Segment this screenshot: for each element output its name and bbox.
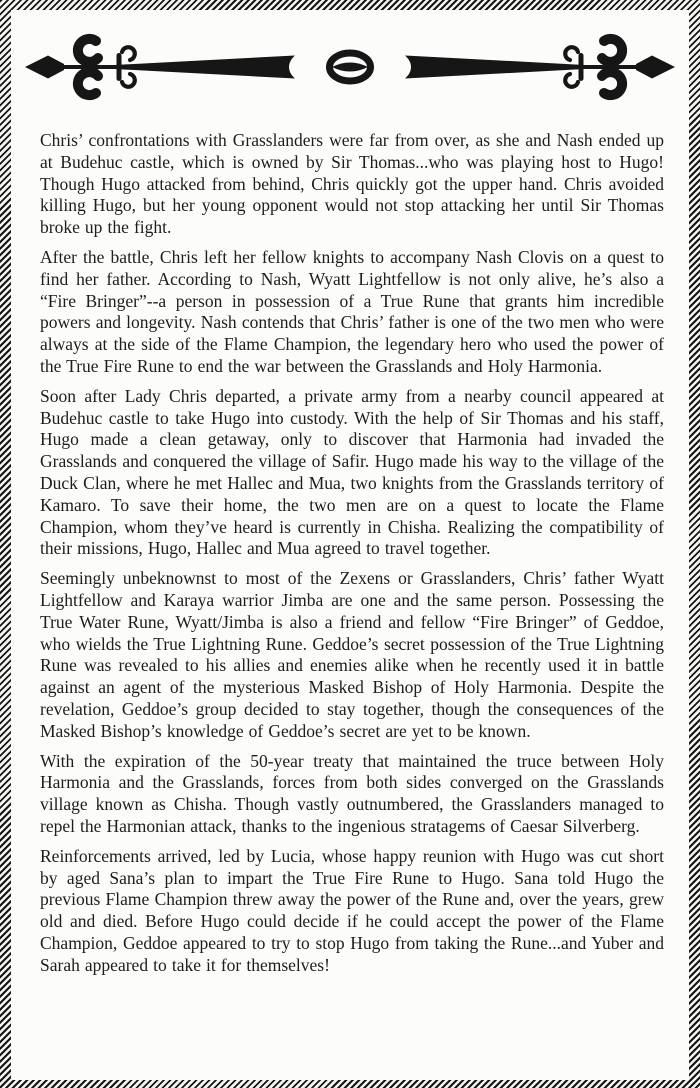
paragraph-2: After the battle, Chris left her fellow knights to accompany Nash Clovis on a quest to find her father. According to Nash, Wyatt Lightfellow is not only alive, he’s also a “Fire Bringer”--a person in possession of a True Rune that grants him incredible powers and longevity. Nash contends that Chris’ father is one of the two men who were always at the side of the Flame Champion, the legendary hero who used the power of the True Fire Rune to end the war between the Grasslands and Holy Harmonia.	[40, 246, 664, 376]
page-sheet	[11, 10, 689, 1080]
paragraph-6: Reinforcements arrived, led by Lucia, whose happy reunion with Hugo was cut short by aged Sana’s plan to impart the True Fire Rune to Hugo. Sana told Hugo the previous Flame Champion threw away the power of the Rune and, over the years, grew old and died. Before Hugo could decide if he could accept the power of the Flame Champion, Geddoe appeared to try to stop Hugo from taking the Rune...and Yuber and Sarah appeared to take it for themselves!	[40, 845, 664, 975]
right-spear-shape	[405, 56, 589, 79]
center-lens-icon	[332, 63, 368, 72]
left-spear-shape	[111, 56, 295, 79]
paragraph-4: Seemingly unbeknownst to most of the Zexens or Grasslanders, Chris’ father Wyatt Lightfellow and Karaya warrior Jimba are one and the same person. Possessing the True Water Rune, Wyatt/Jimba is also a friend and fellow “Fire Bringer” of Geddoe, who wields the True Lightning Rune. Geddoe’s secret possession of the True Lightning Rune was revealed to his allies and enemies alike when he recently used it in battle against an agent of the mysterious Masked Bishop of Holy Harmonia. Despite the revelation, Geddoe’s group decided to stay together, though the consequences of the Masked Bishop’s knowledge of Geddoe’s secret are yet to be known.	[40, 568, 664, 741]
paragraph-5: With the expiration of the 50-year treaty that maintained the truce between Holy Harmonia and the Grasslands, forces from both sides converged on the Grasslands village known as Chisha. Though vastly outnumbered, the Grasslanders managed to repel the Harmonian attack, thanks to the ingenious stratagems of Caesar Silverberg.	[40, 750, 664, 836]
story-text	[40, 130, 664, 976]
divider-ornament	[22, 32, 678, 102]
paragraph-1: Chris’ confrontations with Grasslanders were far from over, as she and Nash ended up at Budehuc castle, which is owned by Sir Thomas...who was playing host to Hugo! Though Hugo attacked from behind, Chris quickly got the upper hand. Chris avoided killing Hugo, but her young opponent would not stop attacking her until Sir Thomas broke up the fight.	[40, 130, 664, 238]
paragraph-3: Soon after Lady Chris departed, a private army from a nearby council appeared at Budehuc castle to take Hugo into custody. With the help of Sir Thomas and his staff, Hugo made a clean getaway, only to discover that Harmonia had invaded the Grasslands and conquered the village of Safir. Hugo made his way to the village of the Duck Clan, where he met Hallec and Mua, two knights from the Grasslands territory of Kamaro. To save their home, the two men are on a quest to locate the Flame Champion, whom they’ve heard is currently in Chisha. Realizing the compatibility of their missions, Hugo, Hallec and Mua agreed to travel together.	[40, 385, 664, 559]
